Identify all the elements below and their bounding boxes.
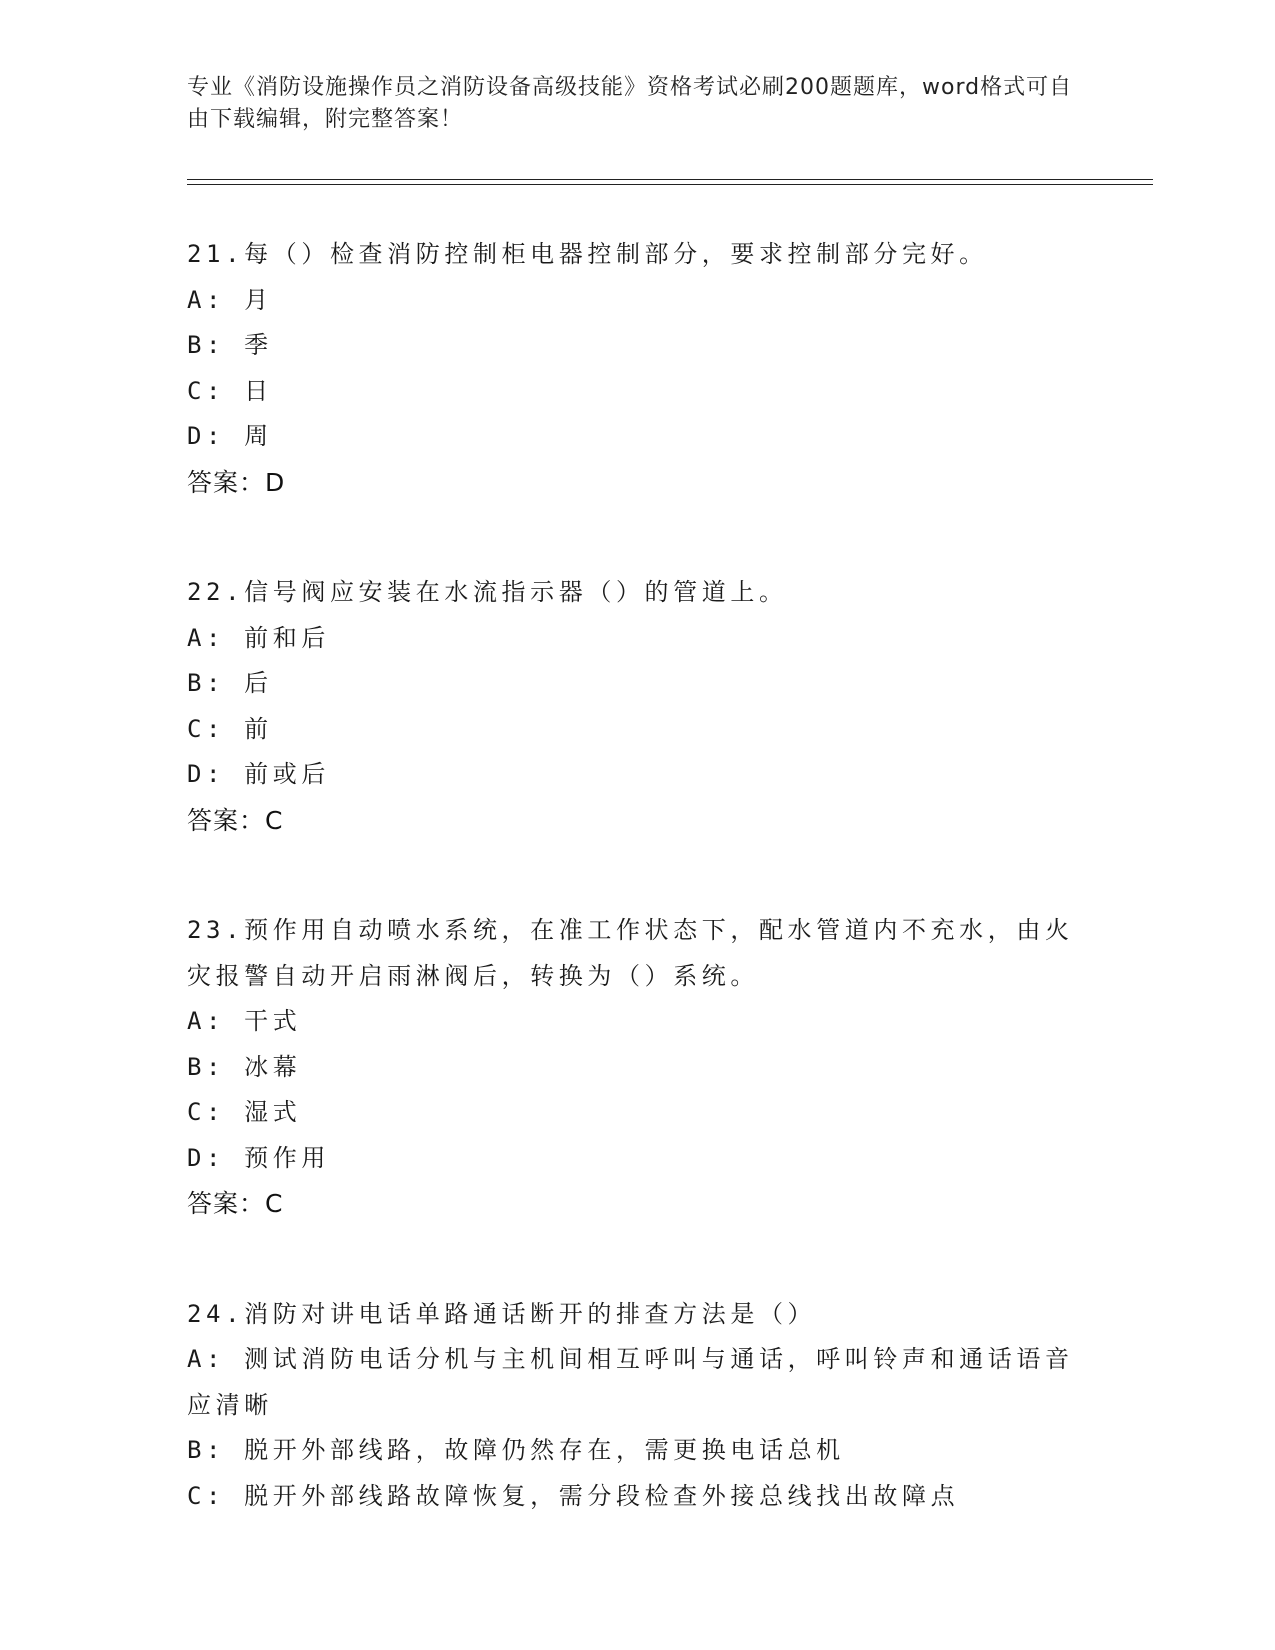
option-c — [187, 707, 1087, 753]
option-key: D: — [187, 1143, 226, 1172]
option-key: A: — [187, 1345, 226, 1373]
option-text: 季 — [244, 331, 273, 359]
question-text: 每（）检查消防控制柜电器控制部分，要求控制部分完好。 — [244, 240, 988, 268]
option-key: C: — [187, 1098, 226, 1126]
option-text: 日 — [244, 376, 273, 405]
option-text: 后 — [244, 669, 273, 697]
option-text: 脱开外部线路，故障仍然存在，需更换电话总机 — [244, 1436, 845, 1464]
question-stem — [187, 908, 1087, 999]
question-text: 信号阀应安装在水流指示器（）的管道上。 — [244, 578, 788, 606]
option-c — [187, 369, 1087, 415]
question-21 — [187, 232, 1087, 505]
question-22 — [187, 570, 1087, 843]
option-b — [187, 1045, 1087, 1091]
option-d — [187, 752, 1087, 798]
option-key: B: — [187, 331, 226, 359]
option-key: C: — [187, 714, 226, 743]
answer-line — [187, 798, 1087, 844]
option-text: 脱开外部线路故障恢复，需分段检查外接总线找出故障点 — [244, 1481, 960, 1510]
option-text: 干式 — [244, 1007, 302, 1035]
option-text: 冰幕 — [244, 1052, 302, 1081]
question-number: 21. — [187, 240, 245, 268]
question-stem — [187, 570, 1087, 616]
option-b — [187, 1428, 1087, 1474]
option-key: D: — [187, 422, 226, 450]
answer-label: 答案： — [187, 467, 266, 497]
question-number: 23. — [187, 916, 245, 944]
option-key: A: — [187, 285, 226, 314]
option-key: B: — [187, 1052, 226, 1081]
option-text: 前 — [244, 714, 273, 743]
option-a — [187, 278, 1087, 324]
answer-value: C — [265, 805, 284, 835]
option-key: A: — [187, 623, 226, 652]
option-b — [187, 661, 1087, 707]
option-key: D: — [187, 760, 226, 788]
question-stem — [187, 232, 1087, 278]
option-c — [187, 1474, 1087, 1520]
option-a — [187, 999, 1087, 1045]
answer-line — [187, 1181, 1087, 1227]
option-text: 周 — [244, 422, 273, 450]
answer-value: D — [265, 467, 286, 497]
option-text: 前或后 — [244, 760, 330, 788]
option-key: B: — [187, 1436, 226, 1464]
option-d — [187, 1136, 1087, 1182]
header-divider-bottom — [187, 184, 1153, 185]
question-text: 预作用自动喷水系统，在准工作状态下，配水管道内不充水，由火灾报警自动开启雨淋阀后，转换为（）系统。 — [187, 916, 1074, 990]
header-divider-top — [187, 179, 1153, 180]
option-text: 前和后 — [244, 623, 330, 652]
question-number: 24. — [187, 1299, 245, 1328]
question-stem — [187, 1292, 1087, 1338]
option-text: 测试消防电话分机与主机间相互呼叫与通话，呼叫铃声和通话语音应清晰 — [187, 1345, 1074, 1419]
option-a — [187, 616, 1087, 662]
option-text: 月 — [244, 285, 273, 314]
answer-label: 答案： — [187, 1189, 266, 1218]
option-key: C: — [187, 1481, 226, 1510]
option-a — [187, 1337, 1087, 1428]
option-key: C: — [187, 376, 226, 405]
option-c — [187, 1090, 1087, 1136]
option-d — [187, 414, 1087, 460]
document-header-intro: 专业《消防设施操作员之消防设备高级技能》资格考试必刷200题题库，word格式可自由下载编辑，附完整答案！ — [187, 75, 1073, 132]
answer-value: C — [265, 1189, 284, 1218]
question-24 — [187, 1292, 1087, 1520]
question-text: 消防对讲电话单路通话断开的排查方法是（） — [244, 1299, 817, 1328]
question-23 — [187, 908, 1087, 1227]
answer-line — [187, 460, 1087, 506]
question-number: 22. — [187, 578, 245, 606]
option-text: 预作用 — [244, 1143, 330, 1172]
answer-label: 答案： — [187, 805, 266, 835]
question-list — [187, 232, 1087, 1584]
option-key: A: — [187, 1007, 226, 1035]
option-text: 湿式 — [244, 1098, 302, 1126]
option-b — [187, 323, 1087, 369]
option-key: B: — [187, 669, 226, 697]
